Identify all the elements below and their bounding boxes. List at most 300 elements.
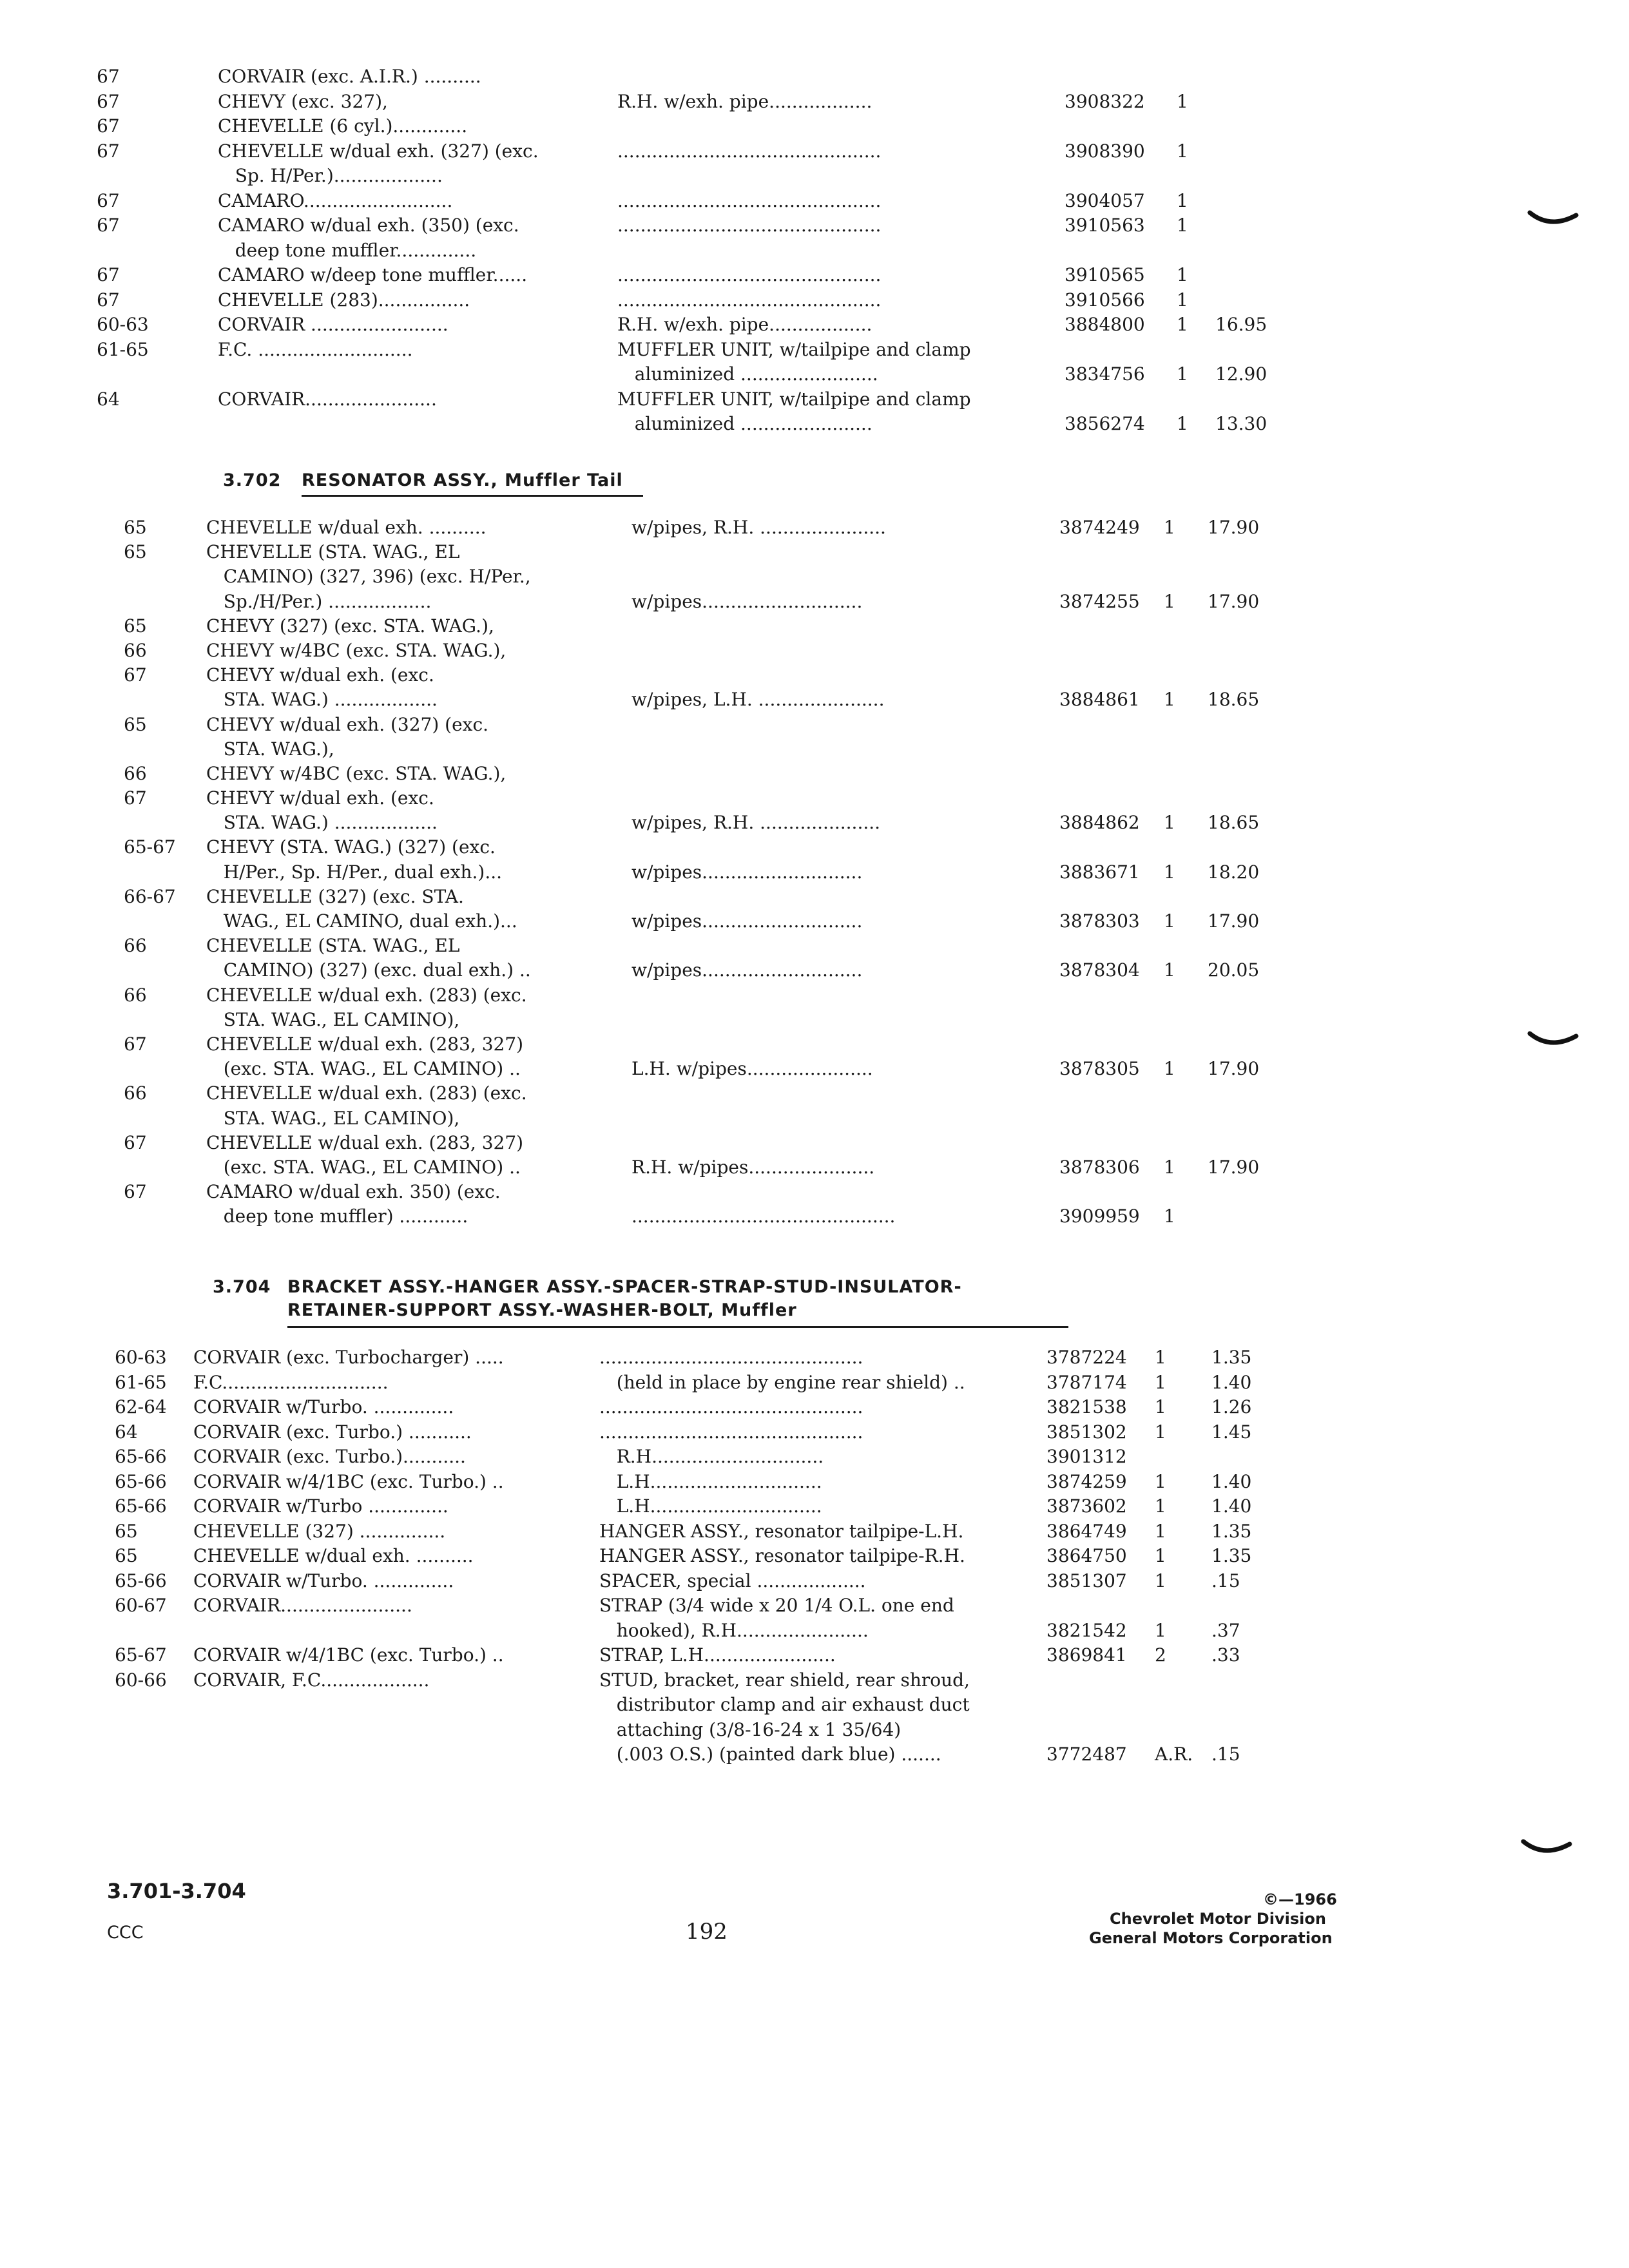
model-year: 67 xyxy=(124,664,147,686)
section-title-bold: RETAINER-SUPPORT ASSY.-WASHER-BOLT, xyxy=(287,1300,715,1320)
part-description: L.H.............................. xyxy=(599,1495,822,1517)
part-description: .............................................. xyxy=(599,1421,863,1443)
section-rule xyxy=(287,1326,1068,1328)
parts-row xyxy=(0,1445,1629,1470)
part-description: R.H. w/exh. pipe.................. xyxy=(617,90,872,112)
parts-row xyxy=(0,1204,1629,1229)
application: deep tone muffler) ............ xyxy=(206,1206,468,1227)
part-description: HANGER ASSY., resonator tailpipe-L.H. xyxy=(599,1520,964,1542)
price: .33 xyxy=(1211,1644,1240,1666)
application: CHEVY w/dual exh. (327) (exc. xyxy=(206,713,489,735)
price: .15 xyxy=(1211,1744,1240,1765)
margin-mark xyxy=(1527,1028,1579,1052)
parts-row xyxy=(0,1420,1629,1445)
parts-row xyxy=(0,811,1629,835)
part-number: 3910566 xyxy=(1065,289,1145,311)
footer-division: Chevrolet Motor Division xyxy=(1110,1910,1326,1928)
section-title xyxy=(302,469,623,492)
parts-row xyxy=(0,1693,1629,1718)
application: CHEVELLE (STA. WAG., EL xyxy=(206,935,460,957)
application: STA. WAG., EL CAMINO), xyxy=(206,1008,460,1030)
part-number: 3851302 xyxy=(1046,1421,1127,1443)
quantity: 1 xyxy=(1155,1421,1166,1443)
quantity: 1 xyxy=(1177,264,1188,285)
application: CAMINO) (327) (exc. dual exh.) .. xyxy=(206,959,531,981)
part-number: 3904057 xyxy=(1065,189,1145,211)
price: 1.40 xyxy=(1211,1495,1252,1517)
model-year: 67 xyxy=(97,140,120,162)
model-year: 66 xyxy=(124,984,147,1006)
model-year: 62-64 xyxy=(115,1396,167,1418)
model-year: 67 xyxy=(97,115,120,137)
price: 18.65 xyxy=(1208,689,1260,711)
part-description: MUFFLER UNIT, w/tailpipe and clamp xyxy=(617,338,971,360)
part-description: .............................................. xyxy=(631,1206,896,1227)
parts-row xyxy=(0,564,1629,589)
quantity: 1 xyxy=(1155,1347,1166,1368)
quantity: 1 xyxy=(1164,1156,1175,1178)
part-description: w/pipes, R.H. ..................... xyxy=(631,812,881,834)
parts-row xyxy=(0,639,1629,663)
footer-corporation: General Motors Corporation xyxy=(1089,1929,1333,1947)
part-number: 3884800 xyxy=(1065,314,1145,335)
application: F.C............................. xyxy=(193,1371,389,1393)
part-number: 3864749 xyxy=(1046,1520,1127,1542)
part-description: .............................................. xyxy=(617,140,882,162)
application: CHEVELLE (283)................ xyxy=(218,289,470,311)
parts-row xyxy=(0,540,1629,564)
application: CORVAIR (exc. Turbo.) ........... xyxy=(193,1421,472,1443)
quantity: 1 xyxy=(1177,215,1188,236)
application: CHEVELLE (327) ............... xyxy=(193,1520,446,1542)
part-number: 3821538 xyxy=(1046,1396,1127,1418)
application: CORVAIR (exc. A.I.R.) .......... xyxy=(218,66,481,87)
model-year: 65 xyxy=(124,541,147,563)
quantity: 1 xyxy=(1155,1619,1166,1641)
model-year: 66 xyxy=(124,935,147,957)
parts-row xyxy=(0,387,1629,412)
application: CORVAIR....................... xyxy=(218,388,437,410)
part-description: aluminized ....................... xyxy=(617,413,872,434)
application: CORVAIR w/Turbo .............. xyxy=(193,1495,448,1517)
application: CHEVELLE (6 cyl.)............. xyxy=(218,115,468,137)
price: 16.95 xyxy=(1215,314,1268,335)
price: 17.90 xyxy=(1208,910,1260,932)
section-title-rest: Muffler Tail xyxy=(497,470,623,490)
application: WAG., EL CAMINO, dual exh.)... xyxy=(206,910,517,932)
application: CHEVY (STA. WAG.) (327) (exc. xyxy=(206,836,496,858)
application: STA. WAG.), xyxy=(206,738,334,760)
price: 12.90 xyxy=(1215,363,1268,385)
quantity: 1 xyxy=(1164,861,1175,883)
application: CHEVY w/dual exh. (exc. xyxy=(206,664,434,686)
part-description: .............................................. xyxy=(599,1347,863,1368)
part-description: w/pipes............................ xyxy=(631,590,863,612)
application: CORVAIR, F.C................... xyxy=(193,1669,430,1691)
part-description: .............................................. xyxy=(617,264,882,285)
parts-row xyxy=(0,835,1629,860)
part-number: 3910565 xyxy=(1065,264,1145,285)
part-description: hooked), R.H....................... xyxy=(599,1619,869,1641)
part-description: STUD, bracket, rear shield, rear shroud, xyxy=(599,1669,970,1691)
parts-row xyxy=(0,1345,1629,1370)
parts-row xyxy=(0,338,1629,363)
application: STA. WAG., EL CAMINO), xyxy=(206,1107,460,1129)
part-number: 3869841 xyxy=(1046,1644,1127,1666)
application: CORVAIR w/4/1BC (exc. Turbo.) .. xyxy=(193,1470,504,1492)
section-3704 xyxy=(0,1345,1629,1767)
quantity: 1 xyxy=(1164,689,1175,711)
parts-row xyxy=(0,288,1629,313)
quantity: 1 xyxy=(1177,289,1188,311)
model-year: 67 xyxy=(97,289,120,311)
application: CHEVY w/4BC (exc. STA. WAG.), xyxy=(206,639,506,661)
part-number: 3878306 xyxy=(1059,1156,1140,1178)
margin-mark xyxy=(1527,207,1579,231)
part-number: 3864750 xyxy=(1046,1545,1127,1566)
parts-row xyxy=(0,1155,1629,1180)
part-number: 3874249 xyxy=(1059,517,1140,538)
parts-row xyxy=(0,614,1629,639)
price: 1.45 xyxy=(1211,1421,1252,1443)
model-year: 65 xyxy=(124,517,147,538)
quantity: 1 xyxy=(1155,1570,1166,1591)
quantity: 1 xyxy=(1155,1520,1166,1542)
margin-mark xyxy=(1521,1836,1572,1860)
price: 1.35 xyxy=(1211,1545,1252,1566)
application: CORVAIR ........................ xyxy=(218,314,448,335)
part-description: distributor clamp and air exhaust duct xyxy=(599,1694,970,1715)
price: 1.40 xyxy=(1211,1371,1252,1393)
parts-row xyxy=(0,515,1629,540)
parts-row xyxy=(0,1619,1629,1644)
model-year: 67 xyxy=(97,215,120,236)
quantity: 1 xyxy=(1177,314,1188,335)
part-description: R.H. w/pipes...................... xyxy=(631,1156,875,1178)
quantity: 1 xyxy=(1155,1396,1166,1418)
application: (exc. STA. WAG., EL CAMINO) .. xyxy=(206,1058,521,1080)
part-description: w/pipes, R.H. ...................... xyxy=(631,517,886,538)
model-year: 64 xyxy=(97,388,120,410)
part-description: .............................................. xyxy=(617,215,882,236)
model-year: 67 xyxy=(97,66,120,87)
application: deep tone muffler.............. xyxy=(218,239,477,261)
part-number: 3884862 xyxy=(1059,812,1140,834)
model-year: 67 xyxy=(124,787,147,809)
part-number: 3874259 xyxy=(1046,1470,1127,1492)
part-description: L.H.............................. xyxy=(599,1470,822,1492)
parts-row xyxy=(0,189,1629,214)
quantity: 1 xyxy=(1177,413,1188,434)
part-number: 3883671 xyxy=(1059,861,1140,883)
application: CHEVY w/4BC (exc. STA. WAG.), xyxy=(206,762,506,784)
footer-section-range: 3.701-3.704 xyxy=(107,1879,246,1903)
application: CHEVELLE w/dual exh. (283, 327) xyxy=(206,1033,524,1055)
model-year: 61-65 xyxy=(115,1371,167,1393)
parts-row xyxy=(0,762,1629,786)
part-description: SPACER, special ................... xyxy=(599,1570,866,1591)
quantity: 1 xyxy=(1164,812,1175,834)
part-description: MUFFLER UNIT, w/tailpipe and clamp xyxy=(617,388,971,410)
price: 18.65 xyxy=(1208,812,1260,834)
parts-row xyxy=(0,663,1629,687)
parts-row xyxy=(0,1032,1629,1057)
section-3701-continued xyxy=(0,64,1629,437)
parts-row xyxy=(0,934,1629,958)
model-year: 65 xyxy=(124,713,147,735)
part-description: w/pipes............................ xyxy=(631,910,863,932)
parts-row xyxy=(0,983,1629,1008)
quantity: 1 xyxy=(1164,959,1175,981)
quantity: 1 xyxy=(1164,590,1175,612)
model-year: 65-66 xyxy=(115,1470,167,1492)
model-year: 65-66 xyxy=(115,1446,167,1467)
model-year: 66 xyxy=(124,639,147,661)
model-year: 67 xyxy=(124,1131,147,1153)
model-year: 65 xyxy=(115,1520,138,1542)
parts-row xyxy=(0,1395,1629,1420)
part-description: (held in place by engine rear shield) .. xyxy=(599,1371,965,1393)
footer-copyright: ©—1966 xyxy=(1263,1890,1337,1908)
quantity: A.R. xyxy=(1155,1744,1193,1765)
application: CORVAIR (exc. Turbo.)........... xyxy=(193,1446,466,1467)
part-description: L.H. w/pipes...................... xyxy=(631,1058,873,1080)
parts-row xyxy=(0,1494,1629,1519)
section-title-bold: RESONATOR ASSY., xyxy=(302,470,498,490)
parts-row xyxy=(0,860,1629,885)
application: CHEVELLE w/dual exh. (283, 327) xyxy=(206,1131,524,1153)
part-number: 3851307 xyxy=(1046,1570,1127,1591)
parts-row xyxy=(0,1569,1629,1594)
model-year: 67 xyxy=(124,1033,147,1055)
parts-row xyxy=(0,1081,1629,1106)
parts-row xyxy=(0,1131,1629,1155)
price: .37 xyxy=(1211,1619,1240,1641)
part-number: 3909959 xyxy=(1059,1206,1140,1227)
section-title-line2 xyxy=(287,1299,797,1322)
price: 17.90 xyxy=(1208,517,1260,538)
parts-row xyxy=(0,1057,1629,1081)
parts-row xyxy=(0,885,1629,909)
model-year: 60-63 xyxy=(97,314,149,335)
parts-row xyxy=(0,90,1629,115)
page-number: 192 xyxy=(686,1919,728,1945)
application: CHEVY (327) (exc. STA. WAG.), xyxy=(206,615,494,637)
price: .15 xyxy=(1211,1570,1240,1591)
application: F.C. ........................... xyxy=(218,338,413,360)
part-description: R.H.............................. xyxy=(599,1446,824,1467)
application: CORVAIR w/Turbo. .............. xyxy=(193,1570,454,1591)
application: CHEVELLE (STA. WAG., EL xyxy=(206,541,460,563)
model-year: 65 xyxy=(124,615,147,637)
application: Sp. H/Per.)................... xyxy=(218,165,443,186)
model-year: 67 xyxy=(97,264,120,285)
application: CHEVELLE w/dual exh. .......... xyxy=(193,1545,474,1566)
application: CAMARO.......................... xyxy=(218,189,453,211)
application: CAMINO) (327, 396) (exc. H/Per., xyxy=(206,566,531,588)
quantity: 1 xyxy=(1155,1371,1166,1393)
parts-row xyxy=(0,263,1629,288)
part-description: R.H. w/exh. pipe.................. xyxy=(617,314,872,335)
price: 13.30 xyxy=(1215,413,1268,434)
section-rule xyxy=(302,495,643,497)
application: CHEVY (exc. 327), xyxy=(218,90,388,112)
application: CHEVELLE w/dual exh. (283) (exc. xyxy=(206,984,527,1006)
parts-row xyxy=(0,1470,1629,1495)
parts-row xyxy=(0,1668,1629,1693)
parts-row xyxy=(0,1718,1629,1743)
parts-row xyxy=(0,312,1629,338)
price: 17.90 xyxy=(1208,1156,1260,1178)
part-number: 3772487 xyxy=(1046,1744,1127,1765)
part-description: HANGER ASSY., resonator tailpipe-R.H. xyxy=(599,1545,965,1566)
model-year: 64 xyxy=(115,1421,138,1443)
model-year: 65-67 xyxy=(124,836,176,858)
section-number: 3.704 xyxy=(213,1277,271,1297)
section-3702 xyxy=(0,515,1629,1229)
model-year: 65-66 xyxy=(115,1570,167,1591)
part-number: 3834756 xyxy=(1065,363,1145,385)
application: CHEVELLE w/dual exh. .......... xyxy=(206,517,487,538)
parts-row xyxy=(0,238,1629,264)
parts-row xyxy=(0,1370,1629,1396)
model-year: 66 xyxy=(124,1082,147,1104)
parts-row xyxy=(0,139,1629,164)
part-number: 3787174 xyxy=(1046,1371,1127,1393)
parts-row xyxy=(0,1544,1629,1569)
part-number: 3856274 xyxy=(1065,413,1145,434)
model-year: 67 xyxy=(97,189,120,211)
parts-row xyxy=(0,1742,1629,1767)
part-description: w/pipes, L.H. ...................... xyxy=(631,689,885,711)
application: CHEVY w/dual exh. (exc. xyxy=(206,787,434,809)
section-title-rest: Muffler xyxy=(714,1300,797,1320)
parts-row xyxy=(0,1106,1629,1131)
parts-row xyxy=(0,786,1629,811)
application: CHEVELLE w/dual exh. (327) (exc. xyxy=(218,140,539,162)
part-description: attaching (3/8-16-24 x 1 35/64) xyxy=(599,1718,901,1740)
quantity: 1 xyxy=(1177,140,1188,162)
application: STA. WAG.) .................. xyxy=(206,812,438,834)
part-description: STRAP, L.H....................... xyxy=(599,1644,836,1666)
part-number: 3821542 xyxy=(1046,1619,1127,1641)
model-year: 60-67 xyxy=(115,1595,167,1616)
quantity: 1 xyxy=(1177,90,1188,112)
part-number: 3787224 xyxy=(1046,1347,1127,1368)
part-description: aluminized ........................ xyxy=(617,363,878,385)
part-description: .............................................. xyxy=(599,1396,863,1418)
application: CAMARO w/dual exh. 350) (exc. xyxy=(206,1181,501,1203)
quantity: 1 xyxy=(1177,363,1188,385)
application: CAMARO w/dual exh. (350) (exc. xyxy=(218,215,519,236)
price: 17.90 xyxy=(1208,1058,1260,1080)
parts-row xyxy=(0,1180,1629,1204)
quantity: 1 xyxy=(1177,189,1188,211)
model-year: 60-66 xyxy=(115,1669,167,1691)
application: CHEVELLE (327) (exc. STA. xyxy=(206,885,464,907)
quantity: 1 xyxy=(1164,1058,1175,1080)
parts-row xyxy=(0,64,1629,90)
parts-row xyxy=(0,1008,1629,1032)
application: H/Per., Sp. H/Per., dual exh.)... xyxy=(206,861,503,883)
parts-row xyxy=(0,687,1629,712)
part-description: w/pipes............................ xyxy=(631,861,863,883)
price: 1.35 xyxy=(1211,1520,1252,1542)
model-year: 65 xyxy=(115,1545,138,1566)
quantity: 1 xyxy=(1164,910,1175,932)
model-year: 66 xyxy=(124,762,147,784)
price: 18.20 xyxy=(1208,861,1260,883)
part-number: 3878304 xyxy=(1059,959,1140,981)
model-year: 65-66 xyxy=(115,1495,167,1517)
model-year: 67 xyxy=(124,1181,147,1203)
application: CORVAIR w/4/1BC (exc. Turbo.) .. xyxy=(193,1644,504,1666)
price: 1.35 xyxy=(1211,1347,1252,1368)
parts-row xyxy=(0,213,1629,238)
part-description: .............................................. xyxy=(617,189,882,211)
part-number: 3908390 xyxy=(1065,140,1145,162)
part-number: 3901312 xyxy=(1046,1446,1127,1467)
model-year: 60-63 xyxy=(115,1347,167,1368)
parts-row xyxy=(0,362,1629,387)
application: CHEVELLE w/dual exh. (283) (exc. xyxy=(206,1082,527,1104)
section-number: 3.702 xyxy=(223,470,282,490)
part-number: 3878303 xyxy=(1059,910,1140,932)
parts-row xyxy=(0,713,1629,737)
application: CORVAIR....................... xyxy=(193,1595,412,1616)
application: Sp./H/Per.) .................. xyxy=(206,590,432,612)
footer-code: CCC xyxy=(107,1923,144,1943)
application: CAMARO w/deep tone muffler...... xyxy=(218,264,528,285)
quantity: 1 xyxy=(1164,517,1175,538)
price: 1.26 xyxy=(1211,1396,1252,1418)
part-number: 3878305 xyxy=(1059,1058,1140,1080)
quantity: 1 xyxy=(1155,1545,1166,1566)
parts-row xyxy=(0,412,1629,437)
parts-row xyxy=(0,1643,1629,1668)
part-number: 3884861 xyxy=(1059,689,1140,711)
part-number: 3874255 xyxy=(1059,590,1140,612)
parts-row xyxy=(0,737,1629,762)
application: CORVAIR (exc. Turbocharger) ..... xyxy=(193,1347,504,1368)
price: 17.90 xyxy=(1208,590,1260,612)
part-number: 3910563 xyxy=(1065,215,1145,236)
part-number: 3908322 xyxy=(1065,90,1145,112)
parts-row xyxy=(0,909,1629,934)
model-year: 61-65 xyxy=(97,338,149,360)
parts-row xyxy=(0,590,1629,614)
quantity: 1 xyxy=(1155,1495,1166,1517)
application: (exc. STA. WAG., EL CAMINO) .. xyxy=(206,1156,521,1178)
part-description: w/pipes............................ xyxy=(631,959,863,981)
part-description: STRAP (3/4 wide x 20 1/4 O.L. one end xyxy=(599,1595,954,1616)
part-number: 3873602 xyxy=(1046,1495,1127,1517)
model-year: 65-67 xyxy=(115,1644,167,1666)
parts-row xyxy=(0,1519,1629,1544)
quantity: 1 xyxy=(1155,1470,1166,1492)
part-description: (.003 O.S.) (painted dark blue) ....... xyxy=(599,1744,941,1765)
quantity: 1 xyxy=(1164,1206,1175,1227)
parts-row xyxy=(0,1593,1629,1619)
model-year: 66-67 xyxy=(124,885,176,907)
price: 1.40 xyxy=(1211,1470,1252,1492)
section-title: BRACKET ASSY.-HANGER ASSY.-SPACER-STRAP-STUD-INSULATOR- xyxy=(287,1277,962,1297)
parts-row xyxy=(0,114,1629,139)
model-year: 67 xyxy=(97,90,120,112)
application: CORVAIR w/Turbo. .............. xyxy=(193,1396,454,1418)
parts-row xyxy=(0,164,1629,189)
quantity: 2 xyxy=(1155,1644,1166,1666)
